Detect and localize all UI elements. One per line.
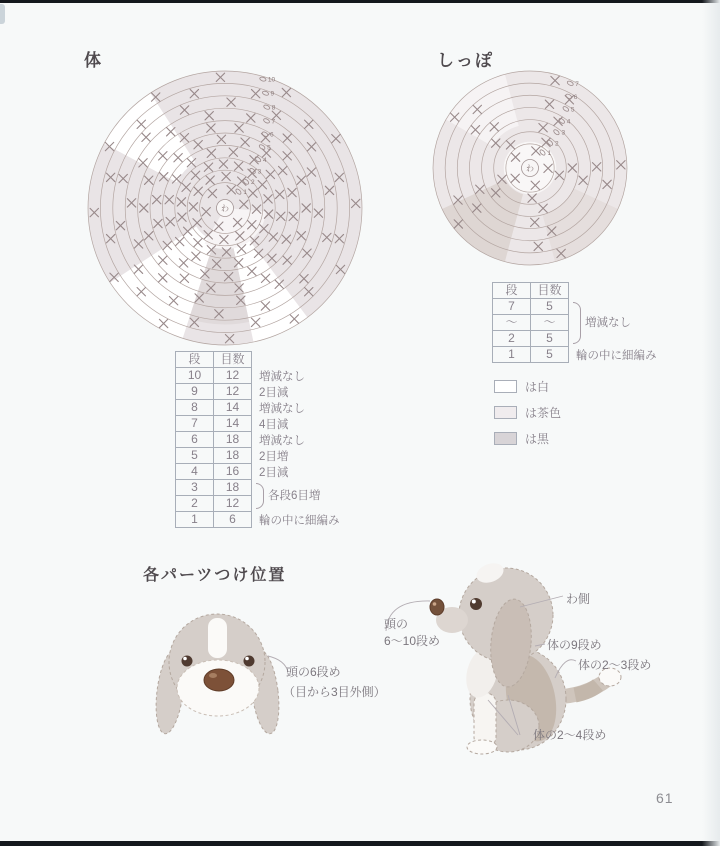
table-cell: 10 xyxy=(176,368,214,384)
table-cell: 14 xyxy=(214,400,252,416)
table-cell: 7 xyxy=(176,416,214,432)
head-attach-note-line2: （目から3目外側） xyxy=(283,685,386,699)
legend-label: は茶色 xyxy=(525,406,562,420)
table-cell: 9 xyxy=(176,384,214,400)
table-cell: 18 xyxy=(214,480,252,496)
dog-blaze xyxy=(208,618,227,658)
tail-section-title: しっぽ xyxy=(437,51,494,70)
round-number: 5 xyxy=(570,106,575,114)
legend-swatch xyxy=(494,380,517,393)
table-cell: 4 xyxy=(176,464,214,480)
table-row xyxy=(176,368,340,384)
body-rows2-4-label: 体の2〜4段め xyxy=(533,728,607,742)
scan-edge-bottom xyxy=(0,841,720,846)
table-cell: 5 xyxy=(531,331,569,347)
dog-nose-side xyxy=(430,599,444,615)
dog-right-eye xyxy=(244,656,255,667)
table-header-cell: 段 xyxy=(176,352,214,368)
table-row-note: 2目増 xyxy=(259,450,289,463)
wa-side-label: わ側 xyxy=(566,592,591,606)
table-row xyxy=(176,432,340,448)
table-row-note: 2目減 xyxy=(259,466,289,479)
table-row xyxy=(493,299,657,315)
table-cell: 5 xyxy=(176,448,214,464)
legend-item xyxy=(494,404,561,421)
table-header-cell: 目数 xyxy=(214,352,252,368)
body-stitch-table xyxy=(175,351,340,528)
table-row xyxy=(176,464,340,480)
dog-eye-highlight-side xyxy=(472,600,476,604)
legend-swatch xyxy=(494,432,517,445)
dog-left-eye xyxy=(182,656,193,667)
head-attach-note-line1: 頭の6段め xyxy=(286,665,341,679)
round-number: 9 xyxy=(270,90,275,98)
table-row xyxy=(176,480,340,496)
round-number: 4 xyxy=(566,118,571,126)
table-row-note: 増減なし xyxy=(259,370,305,383)
table-cell: 5 xyxy=(531,299,569,315)
table-cell: 2 xyxy=(176,496,214,512)
dog-left-eye-highlight xyxy=(183,657,187,661)
bracket-shape xyxy=(573,302,581,344)
yarn-color-legend xyxy=(494,378,561,456)
round-number: 2 xyxy=(251,179,255,187)
round-number: 1 xyxy=(547,149,552,157)
legend-label: は白 xyxy=(525,380,550,394)
scan-edge-smudge xyxy=(0,4,5,24)
round-number: 6 xyxy=(573,93,578,101)
tail-stitch-table xyxy=(492,282,657,363)
body-rows2-3-label: 体の2〜3段め xyxy=(578,658,652,672)
table-cell: 14 xyxy=(214,416,252,432)
body-crochet-chart xyxy=(80,60,370,355)
table-row-note: 増減なし xyxy=(259,402,305,415)
table-row-note: 増減なし xyxy=(569,299,657,347)
table-cell: 12 xyxy=(214,384,252,400)
dog-nose-highlight xyxy=(209,673,217,678)
table-row-note: 輪の中に細編み xyxy=(259,514,340,527)
round-number: 5 xyxy=(267,144,271,152)
table-header-cell: 目数 xyxy=(531,283,569,299)
table-row xyxy=(493,347,657,363)
table-row xyxy=(176,448,340,464)
table-cell: 6 xyxy=(214,512,252,528)
table-header-cell: 段 xyxy=(493,283,531,299)
round-number: 3 xyxy=(257,168,262,176)
round-number: 7 xyxy=(271,118,276,126)
head-rows-label-line2: 6〜10段め xyxy=(384,634,441,648)
table-row xyxy=(176,416,340,432)
table-row-note: 2目減 xyxy=(259,386,289,399)
table-row-note: 輪の中に細編み xyxy=(576,349,657,362)
dog-tail-dark-band xyxy=(575,685,598,695)
legend-item xyxy=(494,430,561,447)
table-row xyxy=(176,384,340,400)
placement-section-title: 各パーツつけ位置 xyxy=(143,567,287,584)
round-number: 3 xyxy=(561,129,566,137)
body-stitch-count-table xyxy=(175,351,340,528)
bracket-shape xyxy=(256,483,264,509)
legend-item xyxy=(494,378,561,395)
dog-right-eye-highlight xyxy=(245,657,249,661)
round-number: 2 xyxy=(555,140,559,148)
table-row xyxy=(176,512,340,528)
legend-swatch xyxy=(494,406,517,419)
table-cell: 12 xyxy=(214,368,252,384)
table-cell: 〜 xyxy=(493,315,531,331)
table-cell: 16 xyxy=(214,464,252,480)
table-cell: 1 xyxy=(493,347,531,363)
tail-crochet-chart xyxy=(425,63,635,273)
table-row-note: 4目減 xyxy=(259,418,289,431)
table-cell: 8 xyxy=(176,400,214,416)
table-cell: 7 xyxy=(493,299,531,315)
dog-nose xyxy=(204,669,234,691)
magic-ring-label: わ xyxy=(526,163,534,173)
body-row9-label: 体の9段め xyxy=(547,638,602,652)
body-section-title: 体 xyxy=(84,51,103,70)
round-number: 10 xyxy=(267,76,276,84)
dog-eye-side xyxy=(470,598,482,610)
table-cell: 〜 xyxy=(531,315,569,331)
scan-edge-top xyxy=(0,0,720,3)
round-number: 7 xyxy=(575,80,579,88)
table-cell: 2 xyxy=(493,331,531,347)
magic-ring-label: わ xyxy=(221,203,229,213)
round-number: 8 xyxy=(271,104,276,112)
head-rows-label-line1: 頭の xyxy=(384,617,409,631)
table-cell: 12 xyxy=(214,496,252,512)
dog-front-paw xyxy=(467,740,497,754)
legend-label: は黒 xyxy=(525,432,550,446)
table-cell: 5 xyxy=(531,347,569,363)
dog-front-leg xyxy=(474,693,496,747)
round-number: 4 xyxy=(262,156,267,164)
round-number: 6 xyxy=(269,131,274,139)
table-row-note: 各段6目増 xyxy=(252,480,340,512)
round-number: 1 xyxy=(243,189,248,197)
table-cell: 18 xyxy=(214,432,252,448)
page-number: 61 xyxy=(656,790,674,806)
table-cell: 18 xyxy=(214,448,252,464)
table-cell: 6 xyxy=(176,432,214,448)
table-row xyxy=(176,400,340,416)
dog-nose-highlight-side xyxy=(433,602,437,606)
table-cell: 3 xyxy=(176,480,214,496)
table-cell: 1 xyxy=(176,512,214,528)
tail-stitch-count-table xyxy=(492,282,657,363)
table-row-note: 増減なし xyxy=(259,434,305,447)
